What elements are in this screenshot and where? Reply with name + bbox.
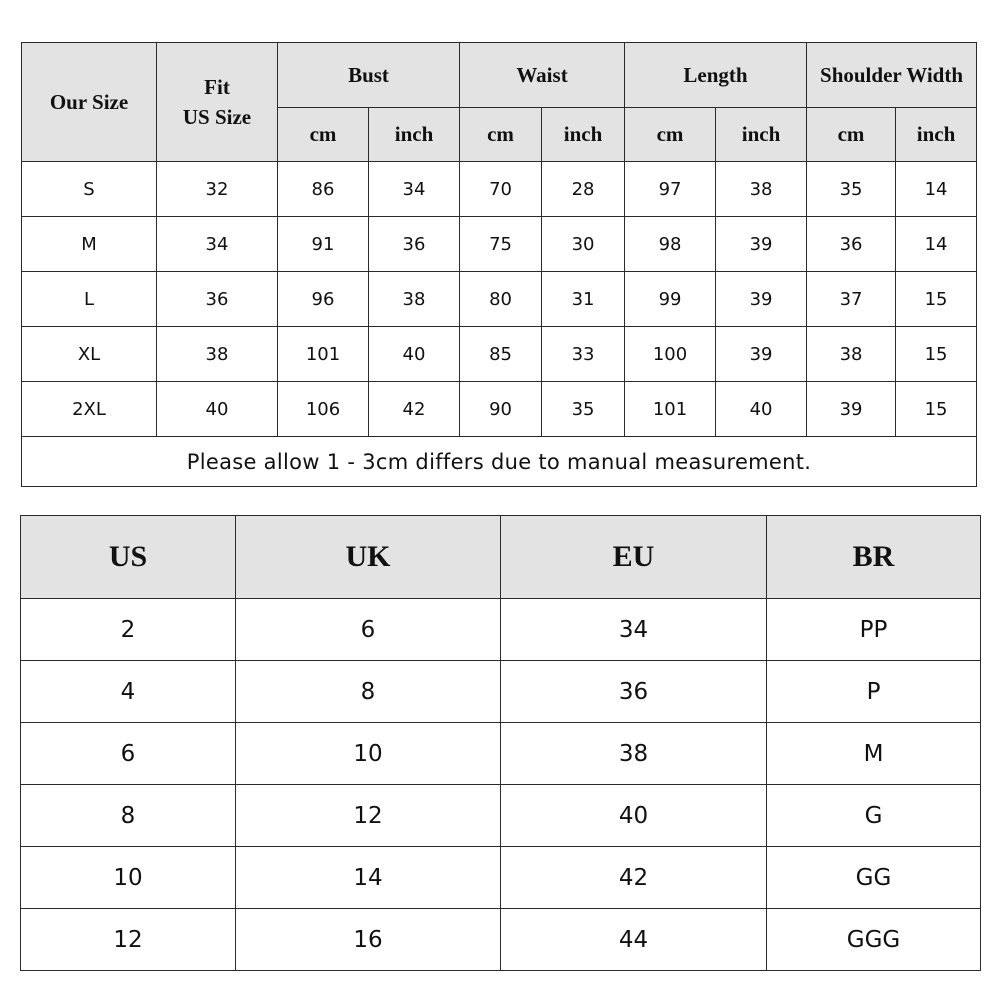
table-cell: 36 xyxy=(501,661,767,723)
table-cell: 15 xyxy=(896,327,977,382)
table-cell: 38 xyxy=(807,327,896,382)
table-cell: L xyxy=(22,272,157,327)
table-cell: 6 xyxy=(21,723,236,785)
fit-us-size-header xyxy=(157,43,278,162)
table-row xyxy=(21,785,981,847)
unit-header: cm xyxy=(625,108,716,162)
table-cell: 38 xyxy=(369,272,460,327)
table-cell: 40 xyxy=(157,382,278,437)
table-cell: 98 xyxy=(625,217,716,272)
table-cell: 75 xyxy=(460,217,542,272)
table-cell: 38 xyxy=(157,327,278,382)
table-cell: 38 xyxy=(501,723,767,785)
us-size-label: US Size xyxy=(182,105,252,129)
table-cell: 34 xyxy=(501,599,767,661)
table-cell: M xyxy=(767,723,981,785)
table-cell: 10 xyxy=(21,847,236,909)
table-cell: 2XL xyxy=(22,382,157,437)
table-cell: 8 xyxy=(236,661,501,723)
size-chart-table xyxy=(21,42,977,487)
br-header: BR xyxy=(767,516,981,599)
table-cell: 39 xyxy=(807,382,896,437)
unit-header: cm xyxy=(460,108,542,162)
shoulder-width-header: Shoulder Width xyxy=(807,43,977,108)
unit-header: inch xyxy=(369,108,460,162)
table-cell: 70 xyxy=(460,162,542,217)
unit-header: inch xyxy=(896,108,977,162)
table-cell: 106 xyxy=(278,382,369,437)
table-cell: 14 xyxy=(236,847,501,909)
table-cell: 85 xyxy=(460,327,542,382)
table-cell: 36 xyxy=(369,217,460,272)
table-cell: 100 xyxy=(625,327,716,382)
size-chart-body xyxy=(22,162,977,437)
table-cell: 10 xyxy=(236,723,501,785)
table-cell: GG xyxy=(767,847,981,909)
table-row xyxy=(22,382,977,437)
table-cell: 35 xyxy=(542,382,625,437)
table-cell: 40 xyxy=(501,785,767,847)
eu-header: EU xyxy=(501,516,767,599)
table-cell: 15 xyxy=(896,272,977,327)
table-cell: XL xyxy=(22,327,157,382)
table-cell: 14 xyxy=(896,217,977,272)
table-row xyxy=(21,847,981,909)
table-cell: 91 xyxy=(278,217,369,272)
waist-header: Waist xyxy=(460,43,625,108)
conversion-chart-body xyxy=(21,599,981,971)
table-row xyxy=(22,272,977,327)
table-cell: 34 xyxy=(369,162,460,217)
table-cell: 42 xyxy=(369,382,460,437)
table-cell: 32 xyxy=(157,162,278,217)
table-row xyxy=(22,327,977,382)
table-cell: 4 xyxy=(21,661,236,723)
table-row xyxy=(21,909,981,971)
us-header: US xyxy=(21,516,236,599)
table-cell: 36 xyxy=(157,272,278,327)
table-row xyxy=(22,162,977,217)
table-cell: 96 xyxy=(278,272,369,327)
table-cell: 90 xyxy=(460,382,542,437)
table-cell: 31 xyxy=(542,272,625,327)
table-cell: 6 xyxy=(236,599,501,661)
table-cell: 99 xyxy=(625,272,716,327)
uk-header: UK xyxy=(236,516,501,599)
unit-header: inch xyxy=(542,108,625,162)
length-header: Length xyxy=(625,43,807,108)
table-cell: 80 xyxy=(460,272,542,327)
size-conversion-table xyxy=(20,515,981,971)
table-cell: 34 xyxy=(157,217,278,272)
table-cell: 35 xyxy=(807,162,896,217)
table-cell: 12 xyxy=(236,785,501,847)
table-cell: 40 xyxy=(716,382,807,437)
our-size-header: Our Size xyxy=(22,43,157,162)
table-cell: 30 xyxy=(542,217,625,272)
bust-header: Bust xyxy=(278,43,460,108)
table-row xyxy=(22,217,977,272)
table-cell: 12 xyxy=(21,909,236,971)
table-cell: 44 xyxy=(501,909,767,971)
table-cell: PP xyxy=(767,599,981,661)
table-cell: 14 xyxy=(896,162,977,217)
table-cell: 39 xyxy=(716,272,807,327)
table-row xyxy=(21,661,981,723)
table-cell: 28 xyxy=(542,162,625,217)
table-cell: 38 xyxy=(716,162,807,217)
table-cell: 37 xyxy=(807,272,896,327)
table-cell: 39 xyxy=(716,327,807,382)
table-cell: P xyxy=(767,661,981,723)
table-cell: 40 xyxy=(369,327,460,382)
table-cell: 101 xyxy=(278,327,369,382)
table-cell: 86 xyxy=(278,162,369,217)
table-cell: S xyxy=(22,162,157,217)
table-cell: 15 xyxy=(896,382,977,437)
table-cell: 33 xyxy=(542,327,625,382)
table-cell: GGG xyxy=(767,909,981,971)
unit-header: cm xyxy=(807,108,896,162)
table-cell: 8 xyxy=(21,785,236,847)
table-cell: 16 xyxy=(236,909,501,971)
table-cell: M xyxy=(22,217,157,272)
table-cell: 101 xyxy=(625,382,716,437)
table-cell: 42 xyxy=(501,847,767,909)
unit-header: inch xyxy=(716,108,807,162)
table-row xyxy=(21,723,981,785)
measurement-note: Please allow 1 - 3cm differs due to manual measurement. xyxy=(22,437,977,487)
table-cell: 2 xyxy=(21,599,236,661)
fit-label: Fit xyxy=(204,75,230,99)
unit-header: cm xyxy=(278,108,369,162)
table-cell: 97 xyxy=(625,162,716,217)
table-cell: G xyxy=(767,785,981,847)
table-row xyxy=(21,599,981,661)
table-cell: 36 xyxy=(807,217,896,272)
table-cell: 39 xyxy=(716,217,807,272)
